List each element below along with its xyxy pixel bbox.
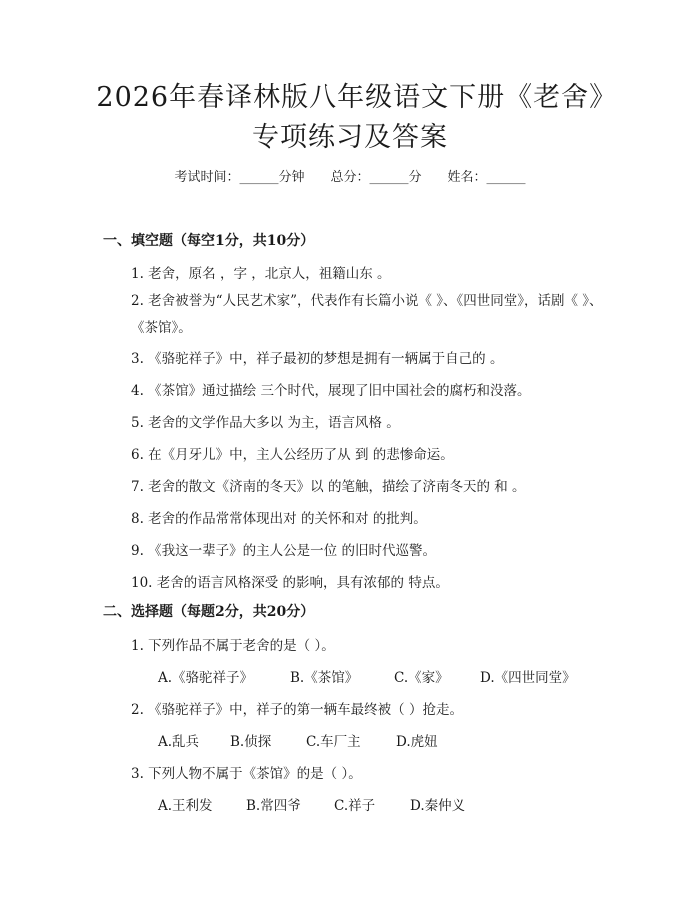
option-a: A.乱兵	[158, 734, 200, 750]
option-c: C.祥子	[334, 798, 376, 814]
option-b: B.常四爷	[246, 798, 301, 814]
choice-question-3: 3. 下列人物不属于《茶馆》的是（ ）。	[131, 766, 362, 782]
fill-question-2: 2. 老舍被誉为“人民艺术家”，代表作有长篇小说《 》、《四世同堂》，话剧《 》、《茶馆》。	[131, 293, 603, 336]
student-name-field: 姓名：______	[447, 170, 526, 185]
choice-question-1: 1. 下列作品不属于老舍的是（ ）。	[131, 638, 335, 654]
choice-question-2: 2. 《骆驼祥子》中，祥子的第一辆车最终被（ ）抢走。	[131, 702, 463, 718]
fill-question-8: 8. 老舍的作品常常体现出对 的关怀和对 的批判。	[131, 511, 427, 527]
option-d: D.《四世同堂》	[480, 670, 576, 686]
option-c: C.《家》	[394, 670, 449, 686]
option-d: D.虎妞	[396, 734, 438, 750]
choice-question-1-options	[158, 666, 576, 686]
fill-question-1: 1. 老舍，原名 ，字 ，北京人，祖籍山东 。	[131, 266, 391, 282]
section-fill-in-title: 一、填空题（每空1分，共10分）	[103, 233, 315, 249]
fill-question-9: 9. 《我这一辈子》的主人公是一位 的旧时代巡警。	[131, 543, 436, 559]
section-choice-title: 二、选择题（每题2分，共20分）	[103, 604, 315, 620]
fill-question-4: 4. 《茶馆》通过描绘 三个时代，展现了旧中国社会的腐朽和没落。	[131, 383, 531, 399]
choice-question-2-options	[158, 730, 438, 750]
choice-question-3-options	[158, 794, 465, 814]
fill-question-5: 5. 老舍的文学作品大多以 为主，语言风格 。	[131, 415, 400, 431]
document-title: 2026年春译林版八年级语文下册《老舍》专项练习及答案	[96, 82, 604, 153]
fill-question-3: 3. 《骆驼祥子》中，祥子最初的梦想是拥有一辆属于自己的 。	[131, 351, 504, 367]
option-a: A.《骆驼祥子》	[158, 670, 254, 686]
option-b: B.侦探	[230, 734, 272, 750]
option-b: B.《茶馆》	[290, 670, 359, 686]
option-c: C.车厂主	[306, 734, 361, 750]
exam-time-field: 考试时间：______分钟	[174, 170, 305, 185]
exam-info-line	[0, 166, 700, 185]
option-a: A.王利发	[158, 798, 213, 814]
fill-question-10: 10. 老舍的语言风格深受 的影响，具有浓郁的 特点。	[131, 575, 449, 591]
fill-question-7: 7. 老舍的散文《济南的冬天》以 的笔触，描绘了济南冬天的 和 。	[131, 479, 526, 495]
fill-question-6: 6. 在《月牙儿》中，主人公经历了从 到 的悲惨命运。	[131, 447, 454, 463]
option-d: D.秦仲义	[410, 798, 466, 814]
total-score-field: 总分：______分	[330, 170, 422, 185]
